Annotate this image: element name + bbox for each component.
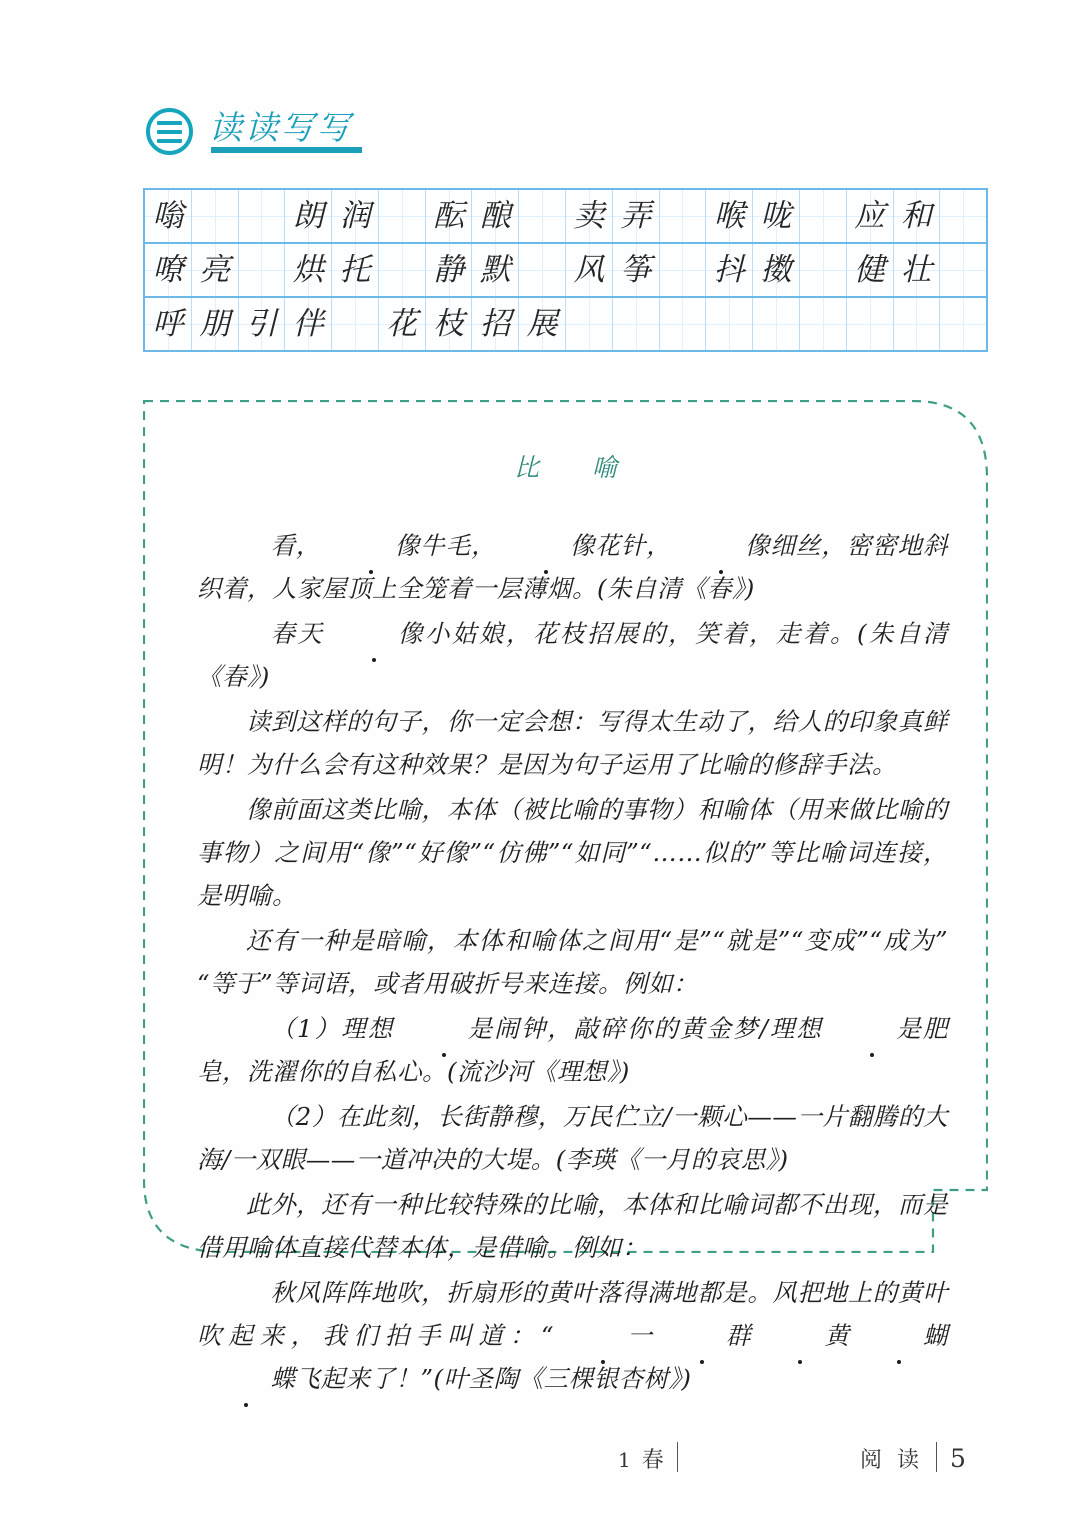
character-grid-cell [613, 298, 660, 350]
character-glyph: 亮 [199, 251, 231, 288]
footer-divider-left [677, 1442, 678, 1472]
paragraph-text: 花针， [594, 531, 672, 560]
character-glyph: 壮 [900, 251, 932, 288]
section-title-wrap [209, 107, 353, 153]
character-grid-cell [800, 190, 847, 242]
character-grid-cell [472, 244, 519, 296]
character-grid-cell [285, 298, 332, 350]
character-glyph: 咙 [760, 197, 792, 234]
character-glyph: 嘹 [152, 251, 184, 288]
character-grid-cell [145, 190, 192, 242]
character-grid-cell [519, 190, 566, 242]
callout-paragraph [197, 1095, 948, 1181]
character-grid-cell [426, 298, 473, 350]
character-grid-cell [566, 298, 613, 350]
character-grid-cell [894, 244, 941, 296]
callout-title: 比 喻 [513, 453, 631, 482]
character-grid-cell [426, 190, 473, 242]
character-glyph: 喉 [713, 197, 745, 234]
paragraph-text: 春天 [270, 619, 325, 648]
character-grid-cell [660, 244, 707, 296]
paragraph-text: 秋风阵阵地吹，折扇形的黄叶落得满地都是。风把地上的黄叶吹起来，我们拍手叫道：“ [197, 1278, 948, 1350]
character-glyph: 枝 [433, 305, 465, 342]
character-glyph: 筝 [620, 251, 652, 288]
character-grid-cell [894, 190, 941, 242]
footer-section [860, 1437, 966, 1474]
callout-paragraph [197, 612, 948, 698]
character-grid-cell [847, 190, 894, 242]
emphasis-dotted-char: 群 [653, 1314, 752, 1357]
character-grid-cell [706, 244, 753, 296]
paragraph-text: 还有一种是暗喻，本体和喻体之间用“是”“就是”“变成”“成为”“等于”等词语，或者用破折号来连接。例如： [197, 926, 948, 998]
character-glyph: 擞 [760, 251, 792, 288]
character-grid-cell [332, 298, 379, 350]
character-grid-cell [239, 244, 286, 296]
character-grid-cell [753, 190, 800, 242]
paragraph-text: 读到这样的句子，你一定会想：写得太生动了，给人的印象真鲜明！为什么会有这种效果？是因为句子运用了比喻的修辞手法。 [197, 707, 948, 779]
emphasis-dotted-char: 像 [496, 524, 595, 567]
character-glyph: 卖 [573, 197, 605, 234]
character-grid-row [145, 190, 986, 244]
character-grid-cell [332, 244, 379, 296]
character-glyph: 健 [854, 251, 886, 288]
character-grid-cell [753, 298, 800, 350]
character-grid-cell [847, 244, 894, 296]
character-glyph: 烘 [292, 251, 324, 288]
character-grid-cell [753, 244, 800, 296]
character-grid-cell [519, 298, 566, 350]
character-grid-cell [192, 298, 239, 350]
character-grid-cell [239, 190, 286, 242]
character-grid-cell [894, 298, 941, 350]
character-glyph: 酝 [433, 197, 465, 234]
callout-content [197, 422, 949, 1393]
character-glyph: 抖 [713, 251, 745, 288]
character-grid-cell [660, 190, 707, 242]
emphasis-dotted-char: 黄 [751, 1314, 850, 1357]
character-grid-cell [192, 244, 239, 296]
callout-paragraph [197, 1271, 948, 1400]
paragraph-text: （1）理想 [270, 1014, 395, 1043]
character-glyph: 呼 [152, 305, 184, 342]
footer-chapter [618, 1437, 678, 1474]
character-glyph: 伴 [292, 305, 324, 342]
character-grid-row [145, 298, 986, 350]
footer-page-number: 5 [950, 1444, 966, 1473]
callout-box [143, 400, 988, 1393]
paragraph-text: （2）在此刻，长街静穆，万民伫立/一颗心——一片翻腾的大海/一双眼——一道冲决的大堤。(李瑛《一月的哀思》) [197, 1102, 948, 1174]
character-glyph: 应 [854, 197, 886, 234]
character-glyph: 展 [526, 305, 558, 342]
character-glyph: 朗 [292, 197, 324, 234]
character-grid-cell [519, 244, 566, 296]
emphasis-dotted-char: 一 [554, 1314, 653, 1357]
character-grid-cell [192, 190, 239, 242]
character-grid-cell [285, 190, 332, 242]
character-glyph: 嗡 [152, 197, 184, 234]
character-grid-cell [285, 244, 332, 296]
emphasis-dotted-char: 像 [325, 612, 424, 655]
character-grid-cell [800, 244, 847, 296]
character-glyph: 弄 [620, 197, 652, 234]
character-grid-cell [660, 298, 707, 350]
callout-paragraph [197, 788, 948, 917]
callout-paragraph [197, 1183, 948, 1269]
character-grid-cell [613, 190, 660, 242]
character-glyph: 托 [339, 251, 371, 288]
section-title-underline [211, 147, 362, 153]
section-heading [146, 108, 353, 155]
callout-paragraph [197, 1007, 948, 1093]
footer-chapter-number: 1 [618, 1448, 631, 1472]
character-grid-cell [379, 244, 426, 296]
character-grid-cell [847, 298, 894, 350]
character-glyph: 润 [339, 197, 371, 234]
character-grid-cell [566, 244, 613, 296]
page-footer [0, 1437, 1080, 1483]
character-grid-row [145, 244, 986, 298]
callout-paragraph [197, 919, 948, 1005]
emphasis-dotted-char: 像 [672, 524, 771, 567]
character-grid-cell [800, 298, 847, 350]
callout-paragraph-list [197, 524, 948, 1400]
character-grid-cell [145, 244, 192, 296]
character-grid-cell [940, 190, 986, 242]
character-grid-cell [426, 244, 473, 296]
character-grid-cell [379, 190, 426, 242]
paragraph-text: 肥皂，洗濯你的自私心。(流沙河《理想》) [197, 1014, 948, 1086]
footer-chapter-name: 春 [641, 1448, 666, 1473]
hamburger-circle-icon [146, 108, 193, 155]
footer-section-label: 阅 读 [860, 1448, 923, 1473]
character-grid-cell [332, 190, 379, 242]
character-grid-cell [940, 244, 986, 296]
character-glyph: 默 [479, 251, 511, 288]
callout-paragraph [197, 524, 948, 610]
character-glyph: 引 [245, 305, 277, 342]
character-grid-cell [613, 244, 660, 296]
footer-divider-right [936, 1442, 937, 1472]
emphasis-dotted-char: 蝴 [850, 1314, 949, 1357]
section-title: 读读写写 [209, 107, 353, 147]
callout-paragraph [197, 700, 948, 786]
emphasis-dotted-char: 是 [823, 1007, 922, 1050]
character-glyph: 招 [479, 305, 511, 342]
character-grid-cell [706, 190, 753, 242]
paragraph-text: 像前面这类比喻，本体（被比喻的事物）和喻体（用来做比喻的事物）之间用“像”“好像”“仿佛”“如同”“……似的”等比喻词连接，是明喻。 [197, 795, 948, 910]
paragraph-text: 小姑娘，花枝招展的，笑着，走着。(朱自清《春》) [197, 619, 948, 691]
character-glyph: 朋 [199, 305, 231, 342]
character-glyph: 酿 [479, 197, 511, 234]
character-grid-cell [706, 298, 753, 350]
character-grid-cell [379, 298, 426, 350]
character-grid-cell [472, 298, 519, 350]
paragraph-text: 牛毛， [419, 531, 497, 560]
character-glyph: 和 [900, 197, 932, 234]
character-grid-cell [239, 298, 286, 350]
emphasis-dotted-char: 蝶 [197, 1357, 296, 1400]
character-grid-cell [940, 298, 986, 350]
character-glyph: 静 [433, 251, 465, 288]
character-glyph: 风 [573, 251, 605, 288]
emphasis-dotted-char: 像 [321, 524, 420, 567]
character-grid-cell [145, 298, 192, 350]
emphasis-dotted-char: 是 [394, 1007, 493, 1050]
paragraph-text: 细丝，密密地斜织着，人家屋顶上全笼着一层薄烟。(朱自清《春》) [197, 531, 949, 603]
character-grid [143, 188, 988, 352]
character-grid-cell [472, 190, 519, 242]
paragraph-text: 飞起来了！”(叶圣陶《三棵银杏树》) [295, 1364, 692, 1393]
character-grid-cell [566, 190, 613, 242]
paragraph-text: 看， [270, 531, 322, 560]
paragraph-text: 闹钟，敲碎你的黄金梦/理想 [492, 1014, 823, 1043]
paragraph-text: 此外，还有一种比较特殊的比喻，本体和比喻词都不出现，而是借用喻体直接代替本体，是借喻。例如： [197, 1190, 948, 1262]
character-glyph: 花 [386, 305, 418, 342]
